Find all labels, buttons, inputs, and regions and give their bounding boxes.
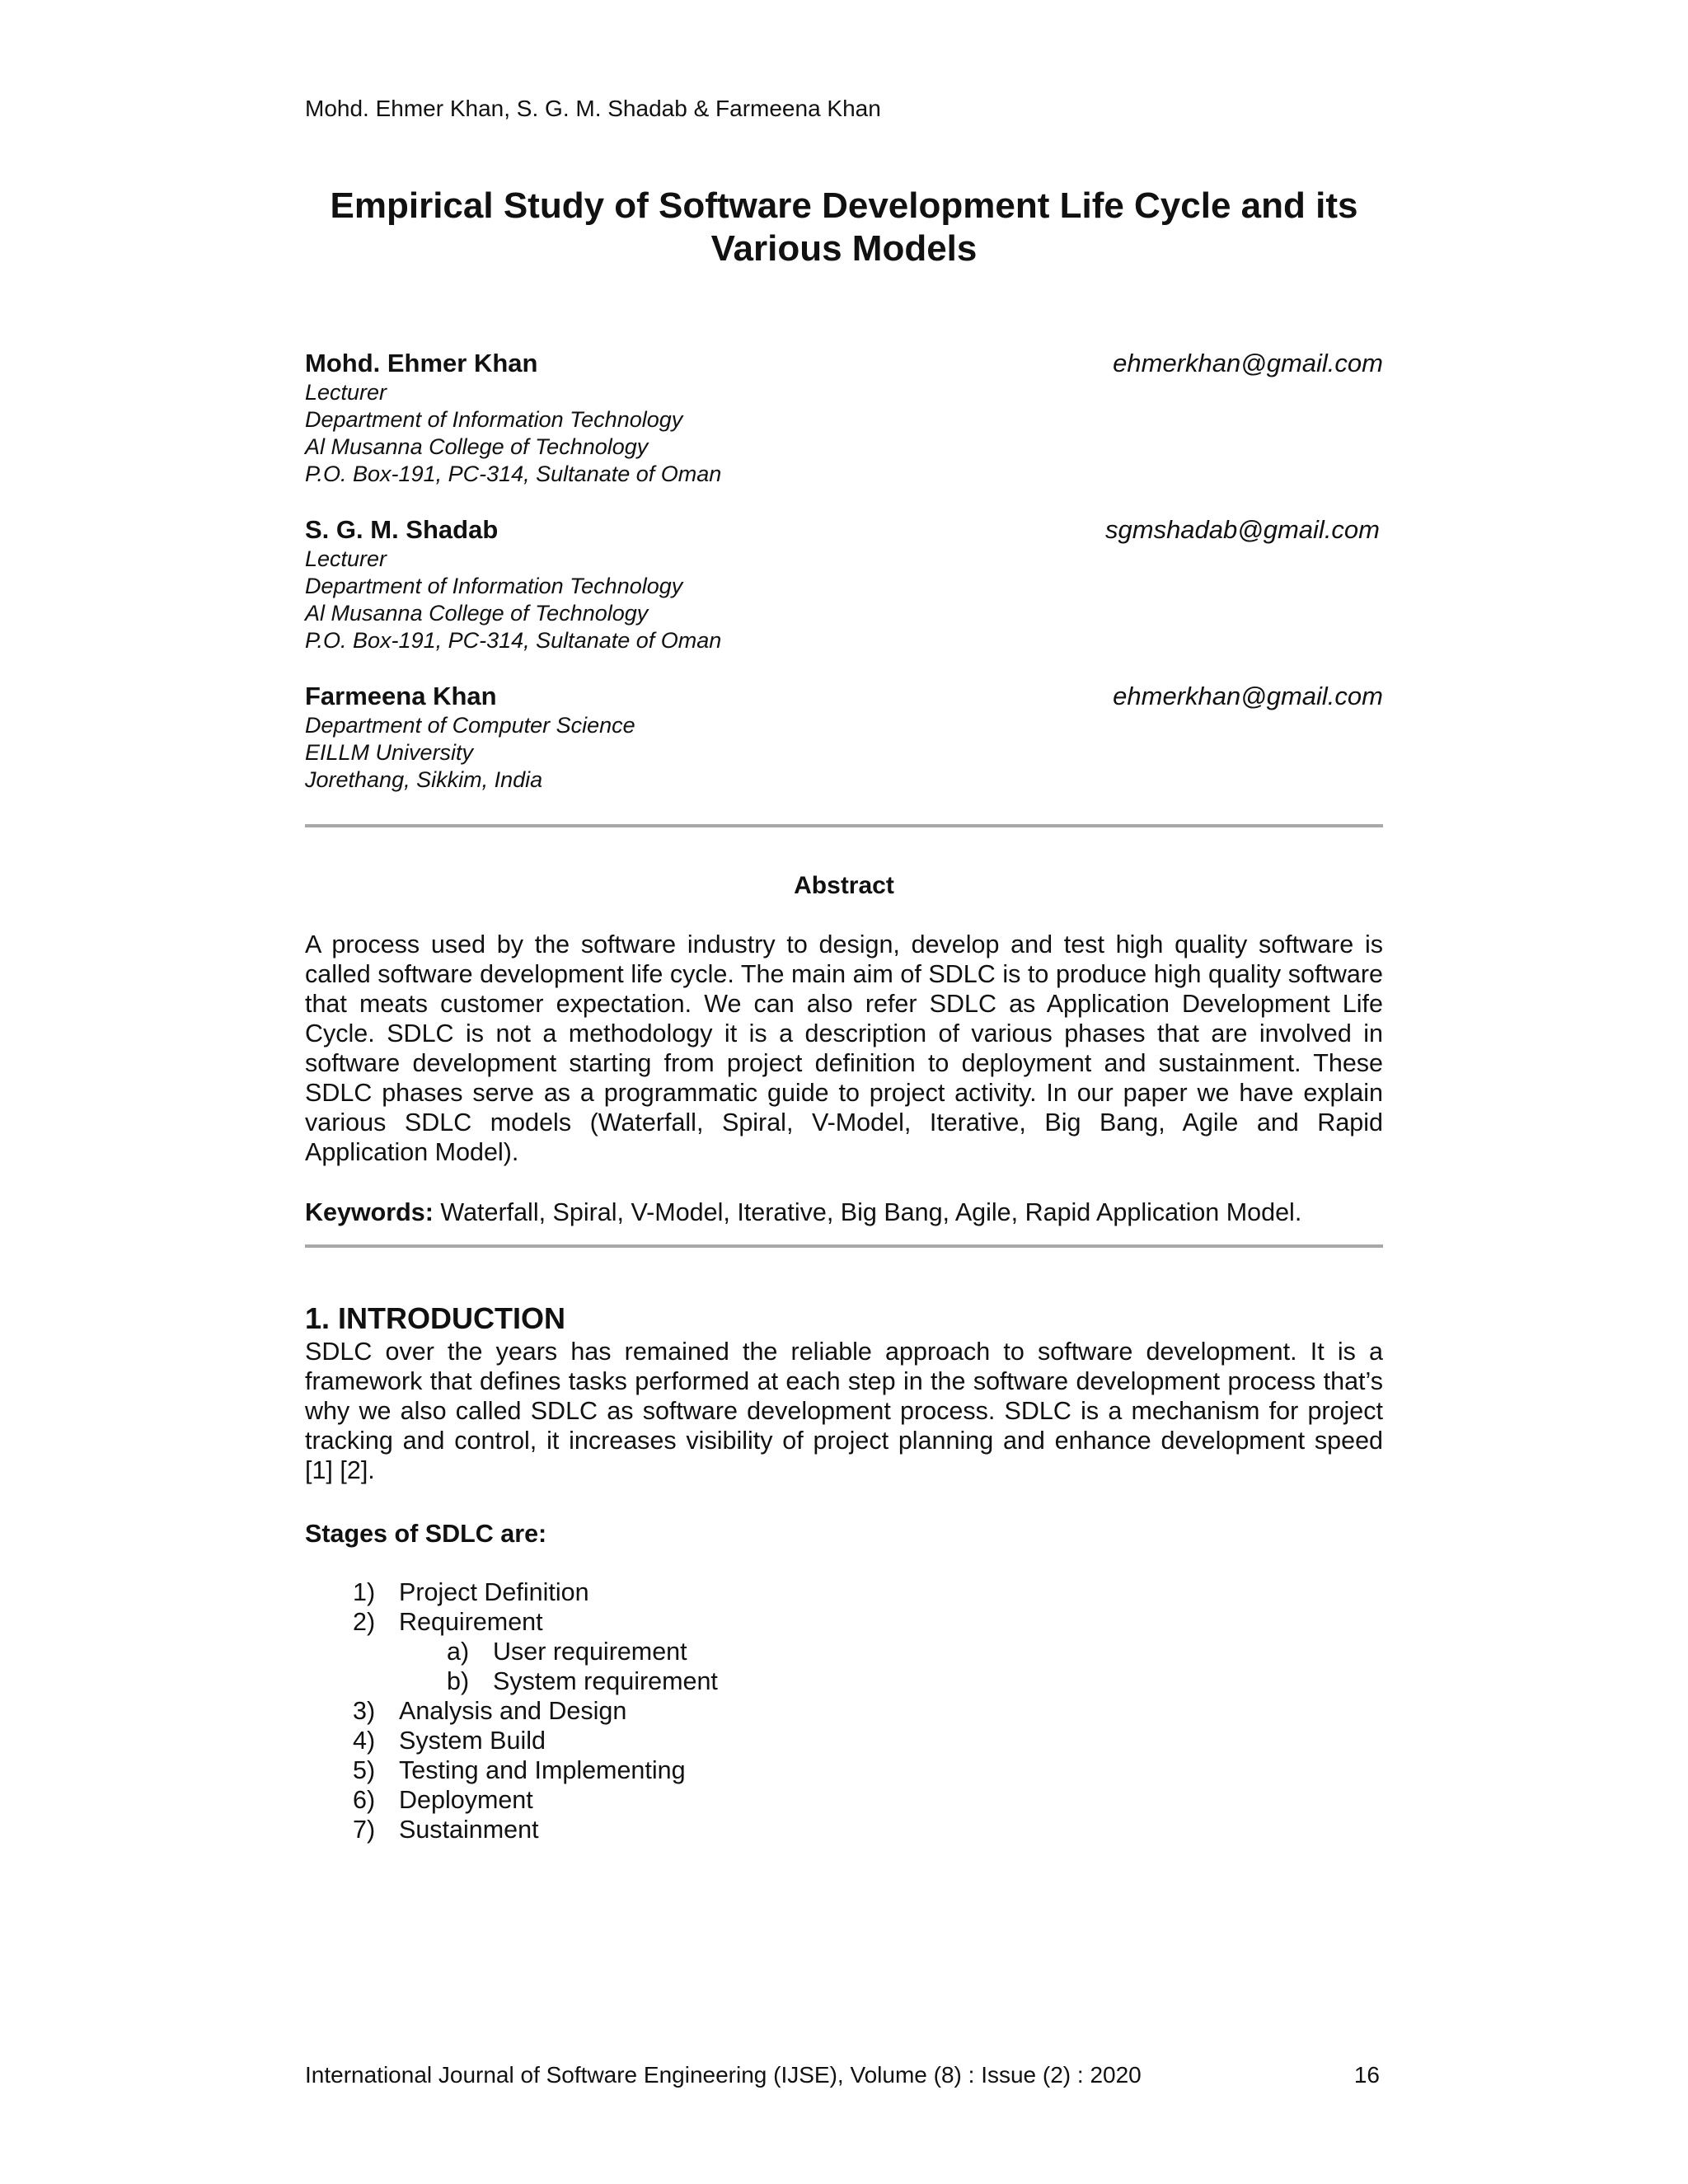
author-affiliation-line: Jorethang, Sikkim, India — [305, 767, 543, 792]
list-item — [305, 1696, 1383, 1726]
list-item — [305, 1726, 1383, 1755]
author-block-1 — [305, 348, 1383, 488]
list-item-label: System Build — [399, 1727, 546, 1755]
author-affiliation-line: Lecturer — [305, 546, 387, 571]
list-item-label: Testing and Implementing — [399, 1756, 686, 1784]
list-item — [305, 1607, 1383, 1637]
divider-rule — [305, 824, 1383, 827]
author-affiliation-line: Department of Computer Science — [305, 713, 635, 738]
introduction-body: SDLC over the years has remained the reliable approach to software development. It is a framework that defines tasks performed at each step in the software development process that’s why we also called SDLC as software development process. SDLC is a mechanism for project tracking and control, it increases visibility of project planning and enhance development speed [1] [2]. — [305, 1338, 1383, 1484]
list-item-number: b) — [447, 1667, 470, 1695]
author-email: ehmerkhan@gmail.com — [1113, 349, 1383, 377]
stages-heading: Stages of SDLC are: — [305, 1520, 547, 1548]
author-affiliation-line: P.O. Box-191, PC-314, Sultanate of Oman — [305, 628, 722, 653]
list-item-label: Deployment — [399, 1786, 533, 1814]
keywords-line — [305, 1197, 1383, 1228]
section-heading-introduction: 1. INTRODUCTION — [305, 1301, 566, 1335]
author-block-3 — [305, 681, 1383, 794]
paper-title — [305, 185, 1383, 270]
page-number: 16 — [1353, 2062, 1380, 2088]
list-item-label: User requirement — [493, 1638, 687, 1666]
list-item-number: 3) — [353, 1697, 376, 1725]
list-item-number: 4) — [353, 1727, 376, 1755]
author-name: Mohd. Ehmer Khan — [305, 349, 538, 377]
list-item-number: 5) — [353, 1756, 376, 1784]
list-item — [305, 1577, 1383, 1607]
divider-rule — [305, 1244, 1383, 1248]
page-footer — [305, 2060, 1383, 2090]
list-item — [305, 1785, 1383, 1815]
list-item-number: a) — [447, 1638, 470, 1666]
author-affiliation-line: Department of Information Technology — [305, 407, 683, 432]
running-header: Mohd. Ehmer Khan, S. G. M. Shadab & Farmeena Khan — [305, 96, 881, 121]
list-item-number: 1) — [353, 1578, 376, 1606]
author-affiliation-line: P.O. Box-191, PC-314, Sultanate of Oman — [305, 462, 722, 486]
footer-journal: International Journal of Software Engineering (IJSE), Volume (8) : Issue (2) : 2020 — [305, 2062, 1142, 2088]
keywords-label: Keywords: — [305, 1198, 434, 1226]
list-subitem — [305, 1637, 1383, 1666]
list-item-number: 2) — [353, 1608, 376, 1636]
list-item-label: Project Definition — [399, 1578, 589, 1606]
stages-list — [305, 1577, 1383, 1844]
author-affiliation-line: Department of Information Technology — [305, 574, 683, 598]
list-item-number: 7) — [353, 1816, 376, 1844]
list-item-number: 6) — [353, 1786, 376, 1814]
author-block-2 — [305, 514, 1383, 654]
author-affiliation-line: EILLM University — [305, 740, 474, 765]
author-name: S. G. M. Shadab — [305, 515, 499, 544]
author-affiliation-line: Al Musanna College of Technology — [305, 434, 649, 459]
list-item — [305, 1755, 1383, 1785]
author-email: ehmerkhan@gmail.com — [1113, 682, 1383, 710]
list-item-label: Analysis and Design — [399, 1697, 627, 1725]
list-item-label: System requirement — [493, 1667, 718, 1695]
list-item — [305, 1815, 1383, 1844]
author-email: sgmshadab@gmail.com — [1105, 515, 1380, 544]
title-line-1: Empirical Study of Software Development Life Cycle and its — [330, 185, 1358, 226]
list-item-label: Sustainment — [399, 1816, 539, 1844]
author-affiliation-line: Lecturer — [305, 380, 387, 405]
keywords-text: Waterfall, Spiral, V-Model, Iterative, Big Bang, Agile, Rapid Application Model. — [433, 1198, 1302, 1226]
title-line-2: Various Models — [710, 228, 978, 269]
abstract-body: A process used by the software industry to design, develop and test high quality software is called software development life cycle. The main aim of SDLC is to produce high quality software that meats customer expectation. We can also refer SDLC as Application Development Life Cycle. SDLC is not a methodology it is a description of various phases that are involved in software development starting from project definition to deployment and sustainment. These SDLC phases serve as a programmatic guide to project activity. In our paper we have explain various SDLC models (Waterfall, Spiral, V-Model, Iterative, Big Bang, Agile and Rapid Application Model). — [305, 930, 1383, 1166]
list-item-label: Requirement — [399, 1608, 543, 1636]
list-subitem — [305, 1666, 1383, 1696]
author-name: Farmeena Khan — [305, 682, 497, 710]
abstract-heading: Abstract — [794, 872, 894, 899]
paper-page — [305, 0, 1383, 2184]
author-affiliation-line: Al Musanna College of Technology — [305, 601, 649, 626]
